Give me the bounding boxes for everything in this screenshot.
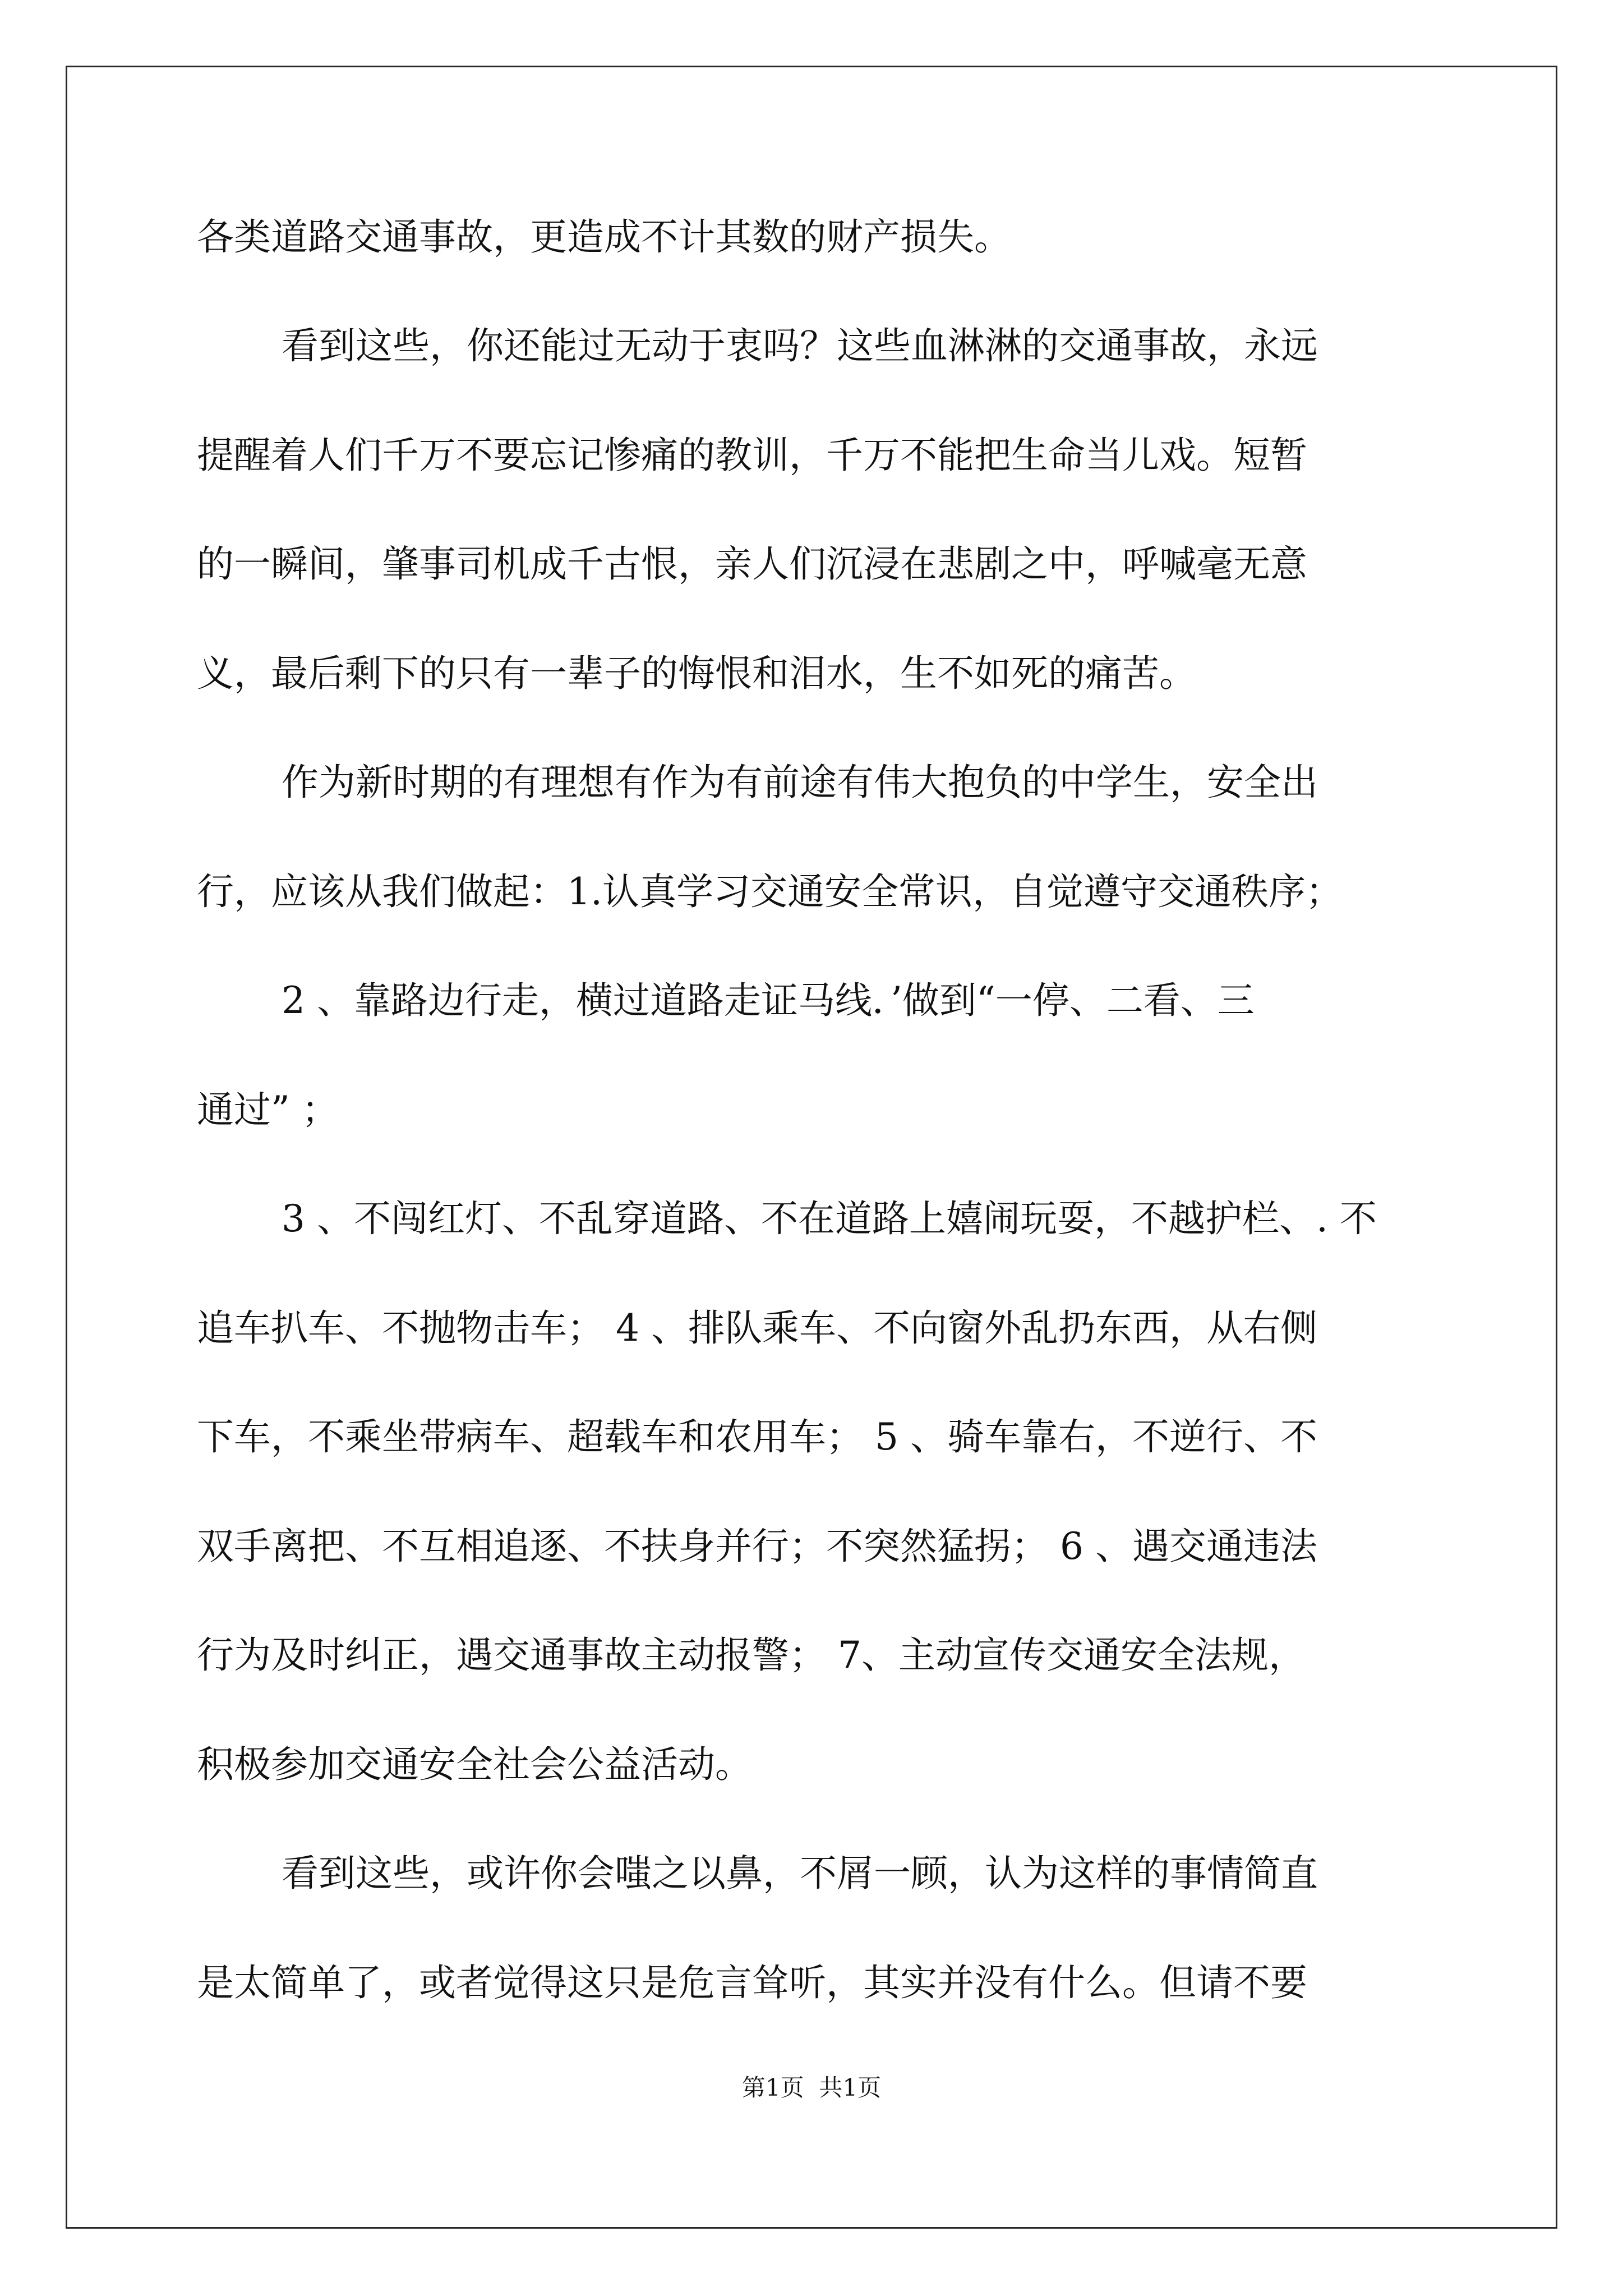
page-border <box>66 66 1557 2229</box>
text-line-8: 2 、靠路边行走，横过道路走证马线．’做到“一停、二看、三 <box>282 979 1255 1022</box>
text-line-10: 3 、不闯红灯、不乱穿道路、不在道路上嬉闹玩耍，不越护栏、. 不 <box>282 1197 1377 1240</box>
text-line-7: 行，应该从我们做起：1.认真学习交通安全常识，自觉遵守交通秩序； <box>197 870 1343 913</box>
text-line-3: 提醒着人们千万不要忘记惨痛的教训，千万不能把生命当儿戏。短暂 <box>197 434 1307 477</box>
text-line-14: 行为及时纠正，遇交通事故主动报警； 7、主动宣传交通安全法规， <box>197 1634 1306 1677</box>
text-line-17: 是太简单了，或者觉得这只是危言耸听，其实并没有什么。但请不要 <box>197 1961 1307 2004</box>
text-line-9: 通过” ； <box>197 1088 339 1131</box>
text-line-16: 看到这些，或许你会嗤之以鼻，不屑一顾，认为这样的事情简直 <box>282 1852 1318 1895</box>
text-line-13: 双手离把、不互相追逐、不扶身并行；不突然猛拐； 6 、遇交通违法 <box>197 1525 1317 1568</box>
text-line-15: 积极参加交通安全社会公益活动。 <box>197 1743 752 1786</box>
text-line-11: 追车扒车、不抛物击车； 4 、排队乘车、不向窗外乱扔东西，从右侧 <box>197 1306 1317 1350</box>
text-line-12: 下车，不乘坐带病车、超载车和农用车； 5 、骑车靠右，不逆行、不 <box>197 1415 1317 1458</box>
text-line-4: 的一瞬间，肇事司机成千古恨，亲人们沉浸在悲剧之中，呼喊毫无意 <box>197 542 1307 586</box>
text-line-1: 各类道路交通事故，更造成不计其数的财产损失。 <box>197 215 1011 259</box>
text-line-5: 义，最后剩下的只有一辈子的悔恨和泪水，生不如死的痛苦。 <box>197 652 1196 695</box>
page-number-footer: 第1页 共1页 <box>741 2074 882 2101</box>
text-line-2: 看到这些，你还能过无动于衷吗？这些血淋淋的交通事故，永远 <box>282 324 1318 367</box>
text-line-6: 作为新时期的有理想有作为有前途有伟大抱负的中学生，安全出 <box>282 761 1318 804</box>
